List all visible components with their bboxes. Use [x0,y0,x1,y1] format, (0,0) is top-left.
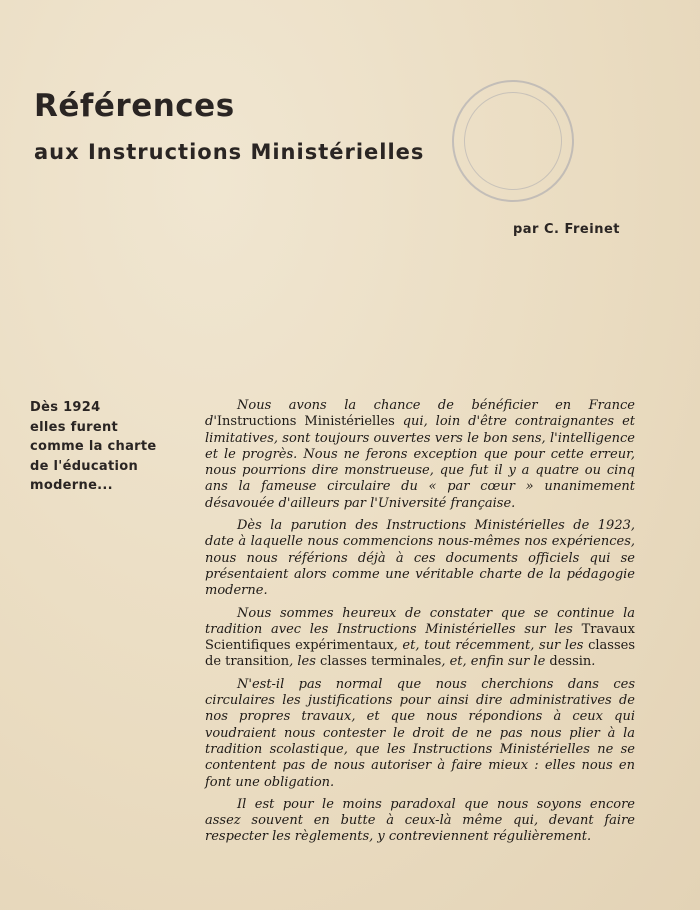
paragraph-4: N'est-il pas normal que nous cherchions dans ces circulaires les justifications pour ainsi dire administratives de nos propres travaux, et que nous répondions à ceux qui voudraient nous contester le droit de ne pas nous plier à la tradition scolastique, que les Instructions Ministérielles ne se contentent pas de nous autoriser à faire mieux : elles nous en font une obligation. [205,676,635,790]
p1-text-b: Instructions Ministérielles [216,414,395,430]
p3-text-i: . [591,654,596,670]
sidebar-line: de l'éducation [30,458,138,474]
library-stamp [436,64,590,218]
article-title: Références [34,88,235,124]
p1-text-c: qui, loin d'être contraignantes et limitatives, sont toujours ouvertes vers le bon sens, l'intelligence et le progrès. Nous ne ferons exception que pour cette erreur, nous pourrions dire monstrueuse, que fut il y a quatre ou cinq ans la fameuse circulaire du « par cœur » unanimement désavouée d'ailleurs par l'Université française. [205,414,635,511]
p1-text-a: Nous avons la chance de bénéficier en France d' [205,398,635,430]
p3-text-b: Travaux Scientifiques expérimentaux [205,621,635,654]
sidebar-line: elles furent [30,419,119,435]
p3-text-h: dessin [549,654,592,670]
p3-text-e: , les [289,654,321,670]
sidebar-line: moderne... [30,478,113,493]
author-byline: par C. Freinet [512,222,620,237]
sidebar-line: comme la charte [30,439,157,454]
p3-text-f: classes terminales [320,654,442,670]
article-body [205,398,635,852]
sidebar-pullquote [30,398,200,496]
p3-text-a: Nous sommes heureux de constater que se continue la tradition avec les Instructions Ministérielles sur les [205,605,635,637]
paragraph-2: Dès la parution des Instructions Ministérielles de 1923, date à laquelle nous commencions nous-mêmes nos expériences, nous nous référions déjà à ces documents officiels qui se présentaient alors comme une véritable charte de la pédagogie moderne. [205,518,635,599]
paragraph-1 [205,398,635,512]
article-subtitle: aux Instructions Ministérielles [34,140,425,164]
p3-text-c: , et, tout récemment, sur les [393,638,589,654]
p3-text-d: classes de transition [205,638,635,670]
p3-text-g: , et, enfin sur le [441,654,550,670]
paragraph-3 [205,606,635,671]
paragraph-5: Il est pour le moins paradoxal que nous soyons encore assez souvent en butte à ceux-là même qui, devant faire respecter les règlements, y contreviennent régulièrement. [205,796,635,845]
sidebar-line: Dès 1924 [30,400,101,415]
